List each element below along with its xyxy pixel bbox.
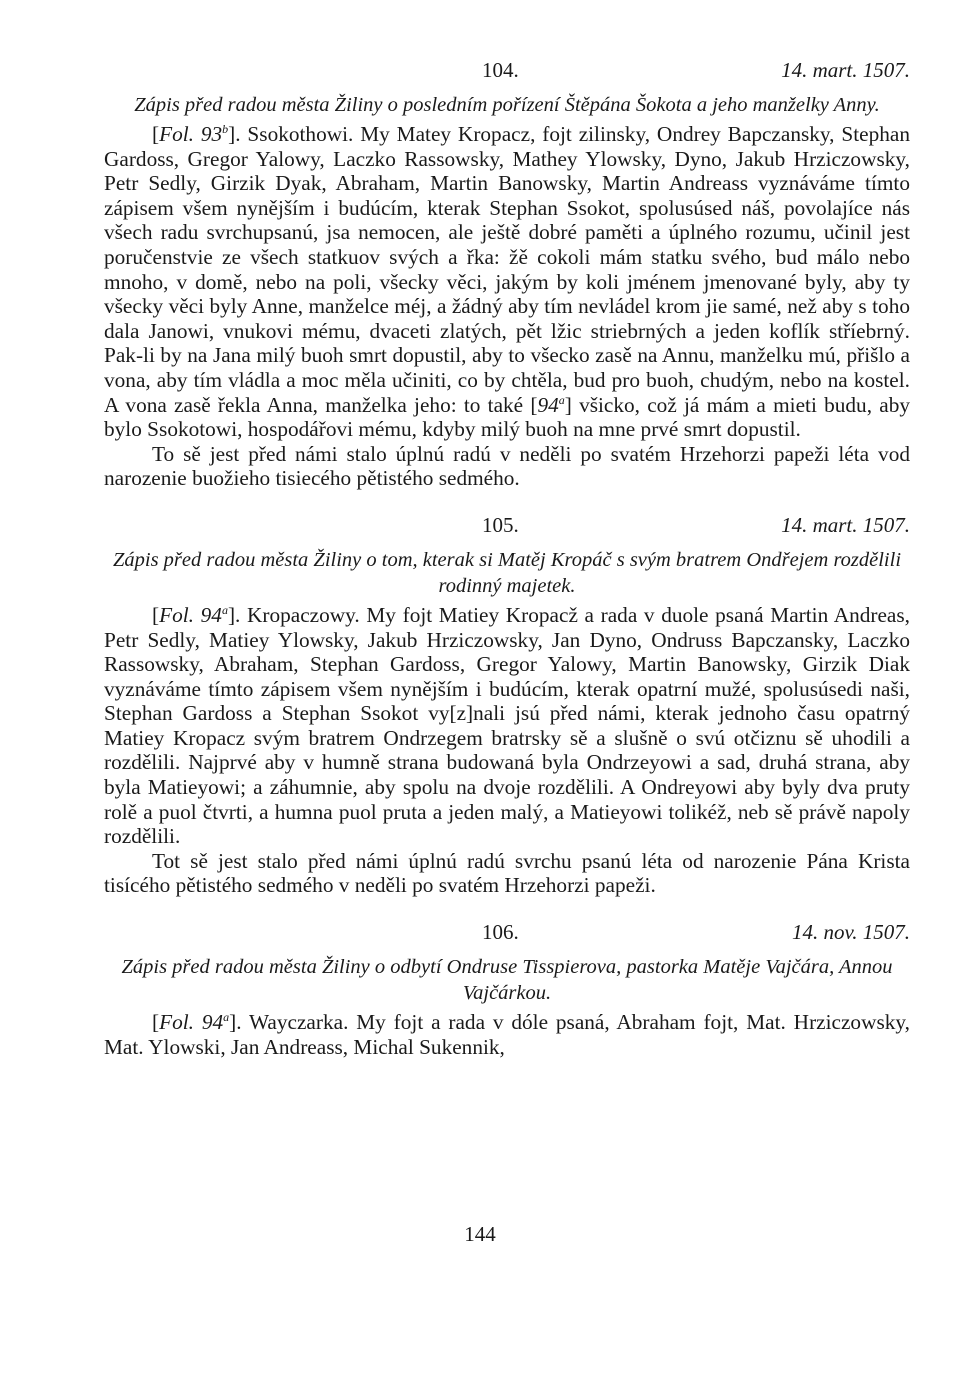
entry-104 [104,58,910,491]
entry-body-text: ]. Wayczarka. My fojt a rada v dóle psaná, Abraham fojt, Mat. Hrziczowsky, Mat. Ylowski, Jan Andreass, Michal Sukennik, [104,1010,910,1059]
entry-regest: Zápis před radou města Žiliny o tom, kterak si Matěj Kropáč s svým bratrem Ondřejem rozdělili rodinný majetek. [112,548,902,597]
page-number: 144 [464,1222,496,1246]
entry-106 [104,920,910,1059]
entry-closing: Tot sě jest stalo před námi úplnú radú svrchu psanú léta od narozenie Pána Krista tisícého pětistého sedmého v neděli po svatém Hrzehorzi papeži. [104,848,910,898]
entry-regest: Zápis před radou města Žiliny o odbytí Ondruse Tisspierova, pastorka Matěje Vajčára, Annou Vajčárkou. [121,956,893,1005]
entry-105 [104,513,910,898]
entry-date: 14. mart. 1507. [781,58,910,82]
entry-gap [104,898,910,920]
folio-ref-inline: 94 [537,392,559,417]
folio-ref: Fol. 94 [159,1010,224,1035]
entry-number: 106. [482,920,519,945]
entry-closing: To sě jest před námi stalo úplnú radú v neděli po svatém Hrzehorzi papeži léta vod narozenie buožieho tisiecého pětistého sedmého. [104,441,910,491]
entry-header [104,920,910,954]
entry-body-rest: ] všicko, což já mám a mieti budu, aby bylo Ssokotowi, hospodářovi mému, kdyby milý buoh na mne prvé smrt dopustil. [104,392,910,442]
entry-body: [Fol. 93$^b$]. Ssokothowi. My Matey Kropacz, fojt zilinsky, Ondrey Bapczansky, Stephan Gardoss, Gregor Yalowy, Laczko Rassowsky, Mathey Ylowsky, Dyno, Jakub Hrziczowsky, Petr Sedly, Girzik Dyak, Abraham, Martin Banowsky, Martin Andreass vyznáváme tímto zápisem všem nynějším i budúcím, kterak Stephan Ssokot, spolusúsed náš, povolajíce nás všech radu svrchupsanú, jsa nemocen, ale ještě dobré paměti a úplného rozumu, učinil jest poručenstvie ze všech statkuov svých a řka: žě cokoli mám statku svého, bud málo nebo mnoho, v domě, nebo na poli, všecky věci, jakým by koli jménem jmenované byly, aby ty všecky věci byly Anne, manželce méj, a žádný aby tím nevládel krom jie samé, než aby s toho dala Janowi, vnukovi mému, dvaceti zlatých, pět lžic striebrných a jeden koflík stříebrný. Pak-li by na Jana milý buoh smrt dopustil, aby to všecko zasě na Annu, manželku mú, přišlo a vona, aby tím vládla a moc měla učiniti, co by chtěla, bud pro buoh, chudým, nebo na kostel. A vona zasě řekla Anna, manželka jeho: to také [94$^a$] všicko, což já mám a mieti budu, aby bylo Ssokotowi, hospodářovi mému, kdyby milý buoh na mne prvé smrt dopustil. [104,121,910,442]
folio-sup: b [222,121,229,136]
entry-date: 14. nov. 1507. [791,920,910,945]
entry-header [104,513,910,547]
entry-number: 104. [482,58,519,82]
folio-sup-inline: a [558,392,565,407]
folio-ref: Fol. 93 [159,122,223,146]
entry-header [104,58,910,92]
folio-sup: a [223,1009,230,1024]
folio-ref: Fol. 94 [159,602,222,627]
entry-body: [Fol. 94$^a$]. Wayczarka. My fojt a rada v dóle psaná, Abraham fojt, Mat. Hrziczowsky, Mat. Ylowski, Jan Andreass, Michal Sukennik, [104,1009,910,1059]
entry-body-text: ]. Kropaczowy. My fojt Matiey Kropacž a rada v duole psaná Martin Andreas, Petr Sedly, Matiey Ylowsky, Jakub Hrziczowsky, Jan Dyno, Ondruss Bapczansky, Laczko Rassowsky, Abraham, Stephan Gardoss, Gregor Yalowy, Martin Banowsky, Girzik Diak vyznáváme tímto zápisem všem nynějším i budúcím, kterak opatrní mužé, spolusúsedi naši, Stephan Gardoss a Stephan Ssokot vy[z]nali jsú před námi, kterak jednoho času opatrný Matiey Kropacz svým bratrem Ondrzegem bratrsky sě a slušně o svú otčiznu sě uhodili a rozdělili. Najprvé aby v humně strana budowaná byla Ondrzeyowi a sad, druhá strana, aby byla Matieyowi; a záhumnie, aby spolu na dvoje rozdělili. A Ondreyowi aby byly dva pruty rolě a puol čtvrti, a humna puol pruta a jeden malý, a Matieyowi tolikéž, neb sě právě napoly rozdělili. [104,602,910,849]
entry-body-text: ]. Ssokothowi. My Matey Kropacz, fojt zilinsky, Ondrey Bapczansky, Stephan Gardoss, Gregor Yalowy, Laczko Rassowsky, Mathey Ylowsky, Dyno, Jakub Hrziczowsky, Petr Sedly, Girzik Dyak, Abraham, Martin Banowsky, Martin Andreass vyznáváme tímto zápisem všem nynějším i budúcím, kterak Stephan Ssokot, spolusúsed náš, povolajíce nás všech radu svrchupsanú, jsa nemocen, ale ještě dobré paměti a úplného rozumu, učinil jest poručenstvie ze všech statkuov svých a řka: žě cokoli mám statku svého, bud málo nebo mnoho, v domě, nebo na poli, všecky věci, jakým by koli jménem jmenované byly, aby ty všecky věci byly Anne, manželce méj, a žádný aby tím nevládel krom jie samé, než aby s toho dala Janowi, vnukovi mému, dvaceti zlatých, pět lžic striebrných a jeden koflík stříebrný. Pak-li by na Jana milý buoh smrt dopustil, aby to všecko zasě na Annu, manželku mú, přišlo a vona, aby tím vládla a moc měla učiniti, co by chtěla, bud pro buoh, chudým, nebo na kostel. A vona zasě řekla Anna, manželka jeho: to také [ [104,122,910,417]
folio-sup: a [221,602,228,617]
entry-body: [Fol. 94$^a$]. Kropaczowy. My fojt Matiey Kropacž a rada v duole psaná Martin Andreas, Petr Sedly, Matiey Ylowsky, Jakub Hrziczowsky, Jan Dyno, Ondruss Bapczansky, Laczko Rassowsky, Abraham, Stephan Gardoss, Gregor Yalowy, Martin Banowsky, Girzik Diak vyznáváme tímto zápisem všem nynějším i budúcím, kterak opatrní mužé, spolusúsedi naši, Stephan Gardoss a Stephan Ssokot vy[z]nali jsú před námi, kterak jednoho času opatrný Matiey Kropacz svým bratrem Ondrzegem bratrsky sě a slušně o svú otčiznu sě uhodili a rozdělili. Najprvé aby v humně strana budowaná byla Ondrzeyowi a sad, druhá strana, aby byla Matieyowi; a záhumnie, aby spolu na dvoje rozdělili. A Ondreyowi aby byly dva pruty rolě a puol čtvrti, a humna puol pruta a jeden malý, a Matieyowi tolikéž, neb sě právě napoly rozdělili. [104,602,910,849]
entry-date: 14. mart. 1507. [781,512,910,537]
entry-number: 105. [482,512,519,537]
entry-regest: Zápis před radou města Žiliny o posledním pořízení Štěpána Šokota a jeho manželky Anny. [134,94,880,116]
entry-gap [104,491,910,513]
